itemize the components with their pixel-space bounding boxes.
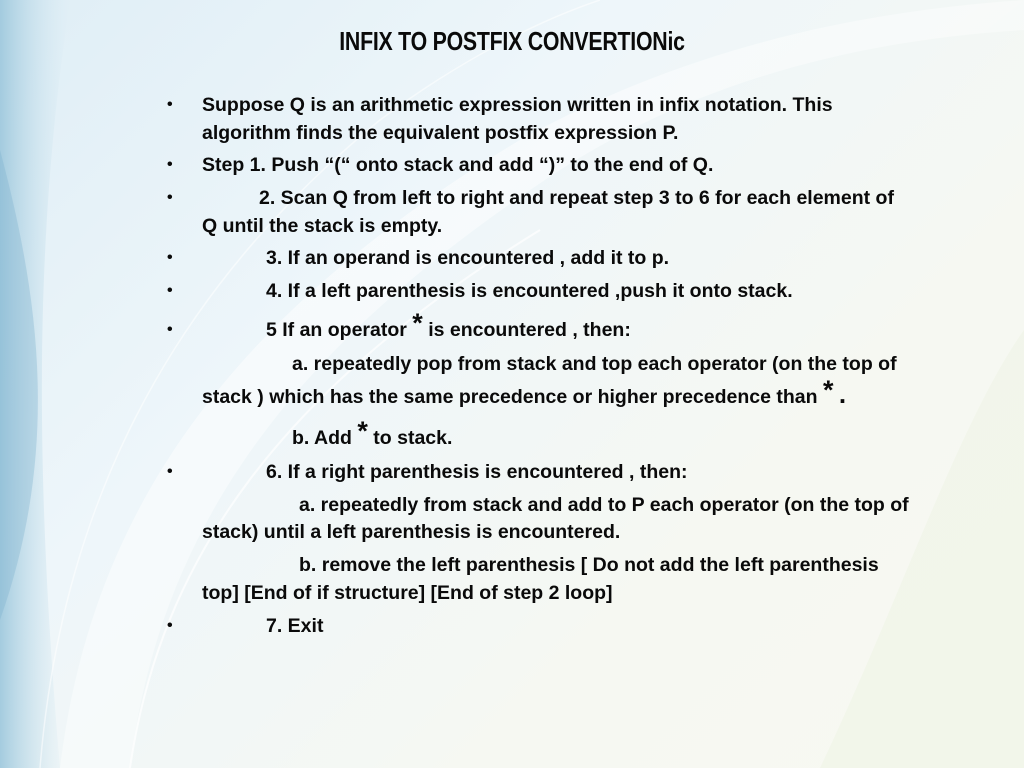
step-5a-text: stack ) which has the same precedence or higher precedence than xyxy=(202,386,818,408)
line-step-2b: Q until the stack is empty. xyxy=(202,215,443,237)
step-5-text: 5 If an operator xyxy=(266,319,407,341)
bullet-marker: • xyxy=(167,321,173,338)
line-step-6b-2: top] [End of if structure] [End of step 2 loop] xyxy=(202,582,613,604)
bullet-marker: • xyxy=(167,617,173,634)
step-5b-text: b. Add xyxy=(292,427,352,449)
bullet-marker: • xyxy=(167,96,173,113)
line-step-1: Step 1. Push “(“ onto stack and add “)” to the end of Q. xyxy=(202,154,714,176)
line-step-5a-2 xyxy=(202,375,847,411)
operator-asterisk: * xyxy=(412,308,423,338)
step-5-text-end: is encountered , then: xyxy=(428,319,631,341)
line-step-6a-1: a. repeatedly from stack and add to P each operator (on the top of xyxy=(299,494,909,516)
line-step-5a-1: a. repeatedly pop from stack and top each operator (on the top of xyxy=(292,353,897,375)
bullet-marker: • xyxy=(167,463,173,480)
line-step-3: 3. If an operand is encountered , add it to p. xyxy=(266,247,670,269)
line-step-6a-2: stack) until a left parenthesis is encountered. xyxy=(202,521,621,543)
slide-title: INFIX TO POSTFIX CONVERTIONic xyxy=(339,26,685,56)
bullet-marker: • xyxy=(167,282,173,299)
line-step-5 xyxy=(266,308,631,344)
line-step-6: 6. If a right parenthesis is encountered , then: xyxy=(266,461,688,483)
operator-asterisk: * xyxy=(822,375,834,405)
period-mark: . xyxy=(838,379,847,409)
line-step-5b xyxy=(292,416,453,452)
bullet-marker: • xyxy=(167,249,173,266)
step-5b-text-end: to stack. xyxy=(373,427,453,449)
line-step-6b-1: b. remove the left parenthesis [ Do not add the left parenthesis xyxy=(299,554,879,576)
line-step-4: 4. If a left parenthesis is encountered ,push it onto stack. xyxy=(266,280,793,302)
bullet-marker: • xyxy=(167,156,173,173)
line-intro-1: Suppose Q is an arithmetic expression written in infix notation. This xyxy=(202,94,833,116)
operator-asterisk: * xyxy=(357,416,368,446)
line-intro-2: algorithm finds the equivalent postfix expression P. xyxy=(202,122,679,144)
line-step-2a: 2. Scan Q from left to right and repeat step 3 to 6 for each element of xyxy=(259,187,894,209)
bullet-marker: • xyxy=(167,189,173,206)
line-step-7: 7. Exit xyxy=(266,615,324,637)
